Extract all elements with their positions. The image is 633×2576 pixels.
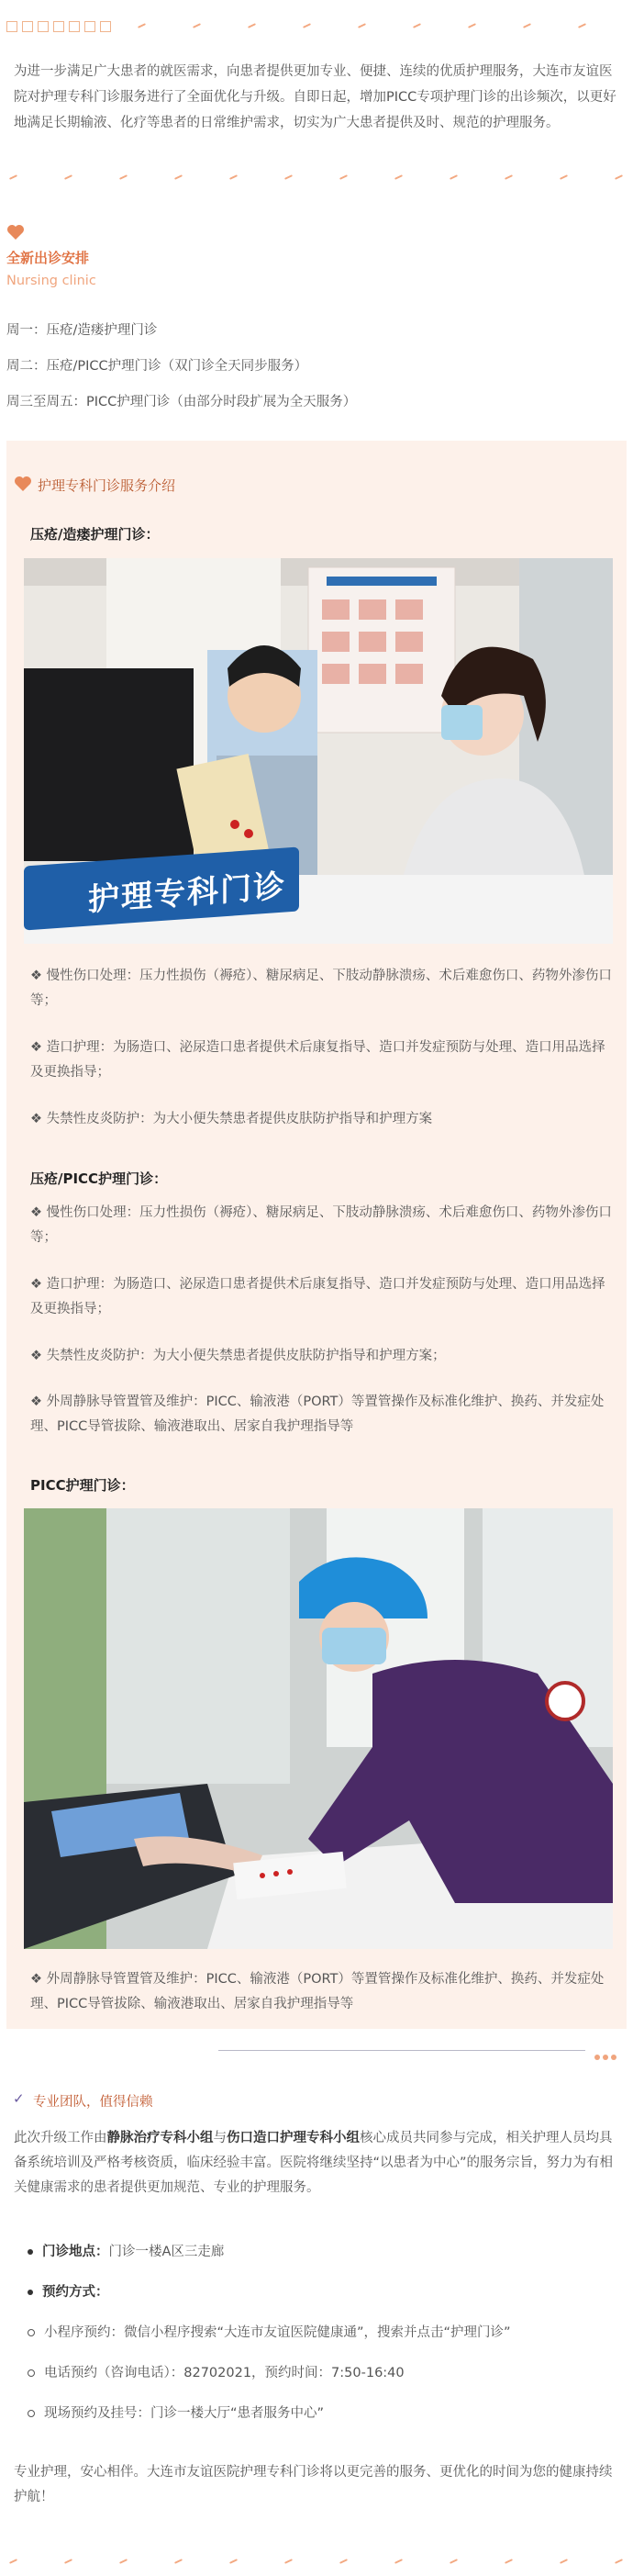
dash-decoration (229, 174, 238, 180)
dash-decoration (615, 2559, 623, 2564)
team-text: 此次升级工作由 (14, 2131, 107, 2145)
clinic3-bullet: ❖ 外周静脉导管置管及维护：PICC、输液港（PORT）等置管操作及标准化维护、换药、并发症处理、PICC导管拔除、输液港取出、居家自我护理指导等 (30, 1972, 605, 2011)
dash-decoration (284, 2559, 293, 2564)
dash-decoration (284, 174, 293, 180)
dash-decoration (9, 174, 17, 180)
dash-decoration (64, 2559, 72, 2564)
dash-decoration (560, 174, 568, 180)
dash-decoration (450, 174, 458, 180)
clinic2-bullet: ❖ 造口护理：为肠造口、泌尿造口患者提供术后康复指导、造口并发症预防与处理、造口用品选择及更换指导； (30, 1277, 605, 1316)
location-label: 门诊地点： (42, 2245, 109, 2259)
clinic-photo-consultation (24, 558, 613, 944)
top-decoration (6, 18, 627, 37)
dash-decoration (339, 2559, 348, 2564)
dash-decoration (394, 2559, 403, 2564)
schedule-subtitle: Nursing clinic (6, 274, 96, 288)
booking-item-text: 小程序预约：微信小程序搜索“大连市友谊医院健康通”，搜索并点击“护理门诊” (44, 2325, 511, 2340)
booking-item (28, 2361, 405, 2386)
dash-decoration (9, 2559, 17, 2564)
dash-decoration (394, 174, 403, 180)
team-group-1: 静脉治疗专科小组 (106, 2131, 214, 2145)
dash-decoration (339, 174, 348, 180)
clinic1-bullet: ❖ 造口护理：为肠造口、泌尿造口患者提供术后康复指导、造口并发症预防与处理、造口用品选择及更换指导； (30, 1040, 605, 1080)
dash-decoration (560, 2559, 568, 2564)
clinic2-bullet: ❖ 外周静脉导管置管及维护：PICC、输液港（PORT）等置管操作及标准化维护、换药、并发症处理、PICC导管拔除、输液港取出、居家自我护理指导等 (30, 1394, 605, 1434)
dash-decoration (450, 2559, 458, 2564)
dash-decoration (505, 2559, 513, 2564)
dash-decoration (119, 174, 128, 180)
square-icon (69, 21, 80, 32)
team-group-2: 伤口造口护理专科小组 (227, 2131, 360, 2145)
circle-bullet (28, 2410, 35, 2417)
booking-label: 预约方式： (42, 2285, 109, 2300)
square-icon (53, 21, 64, 32)
location-value: 门诊一楼A区三走廊 (108, 2245, 225, 2259)
bullet-dot (28, 2290, 33, 2295)
dash-decoration (64, 174, 72, 180)
check-icon: ✓ (13, 2090, 25, 2107)
schedule-title: 全新出诊安排 (6, 250, 90, 266)
booking-item-text: 电话预约（咨询电话）：82702021，预约时间：7:50-16:40 (44, 2366, 405, 2380)
dash-decoration (229, 2559, 238, 2564)
booking-item-text: 现场预约及挂号：门诊一楼大厅“患者服务中心” (44, 2406, 325, 2421)
team-paragraph (14, 2126, 619, 2201)
team-title: 专业团队，值得信赖 (33, 2095, 153, 2110)
schedule-item: 周三至周五：PICC护理门诊（由部分时段扩展为全天服务） (6, 395, 357, 409)
heart-icon (6, 224, 25, 244)
team-text: 核心成员共同参与完成，相关护理人员均具备系统培训及严格考核资质，临床经验丰富。医院将继续坚持“以患者为中心”的服务宗旨，努力为有相关健康需求的患者提供更加规范、专业的护理服务。 (14, 2131, 614, 2195)
dash-decoration (119, 2559, 128, 2564)
clinic2-bullet: ❖ 失禁性皮炎防护：为大小便失禁患者提供皮肤防护指导和护理方案； (30, 1349, 446, 1363)
bullet-dot (28, 2249, 33, 2255)
square-icon (38, 21, 49, 32)
dash-decoration (505, 174, 513, 180)
clinic2-bullet: ❖ 慢性伤口处理：压力性损伤（褥疮）、糖尿病足、下肢动静脉溃疡、术后难愈伤口、药物外渗伤口等； (30, 1205, 612, 1245)
circle-bullet (28, 2369, 35, 2377)
clinic1-bullet: ❖ 慢性伤口处理：压力性损伤（褥疮）、糖尿病足、下肢动静脉溃疡、术后难愈伤口、药物外渗伤口等； (30, 969, 612, 1008)
divider-dots (594, 2046, 616, 2064)
dash-decoration (615, 174, 623, 180)
services-title: 护理专科门诊服务介绍 (38, 477, 176, 494)
closing-paragraph: 专业护理，安心相伴。大连市友谊医院护理专科门诊将以更完善的服务、更优化的时间为您的健康持续护航！ (14, 2465, 613, 2504)
dash-decoration (174, 2559, 183, 2564)
booking-row (28, 2280, 109, 2305)
intro-paragraph: 为进一步满足广大患者的就医需求，向患者提供更加专业、便捷、连续的优质护理服务，大连市友谊医院对护理专科门诊服务进行了全面优化与升级。自即日起，增加PICC专项护理门诊的出诊频次，以更好地满足长期输液、化疗等患者的日常维护需求，切实为广大患者提供及时、规范的护理服务。 (14, 64, 616, 130)
booking-item (28, 2321, 511, 2346)
clinic-heading: PICC护理门诊： (30, 1477, 135, 1494)
services-panel (6, 441, 627, 2029)
clinic-photo-picc (24, 1508, 613, 1949)
clinic-heading: 压疮/PICC护理门诊： (30, 1170, 168, 1187)
schedule-item: 周二：压疮/PICC护理门诊（双门诊全天同步服务） (6, 359, 308, 374)
location-row (28, 2240, 224, 2265)
heart-icon (14, 476, 32, 496)
clinic-sign-text: 护理专科门诊 (88, 868, 286, 919)
booking-item (28, 2402, 324, 2426)
clinic-heading: 压疮/造瘘护理门诊： (30, 526, 160, 543)
circle-bullet (28, 2329, 35, 2336)
team-text: 与 (213, 2131, 227, 2145)
schedule-item: 周一：压疮/造瘘护理门诊 (6, 323, 158, 338)
square-icon (84, 21, 95, 32)
section-divider (218, 2050, 585, 2051)
dash-decoration (174, 174, 183, 180)
clinic1-bullet: ❖ 失禁性皮炎防护：为大小便失禁患者提供皮肤防护指导和护理方案 (30, 1112, 433, 1126)
square-icon (100, 21, 111, 32)
square-icon (22, 21, 33, 32)
square-icon (6, 21, 17, 32)
